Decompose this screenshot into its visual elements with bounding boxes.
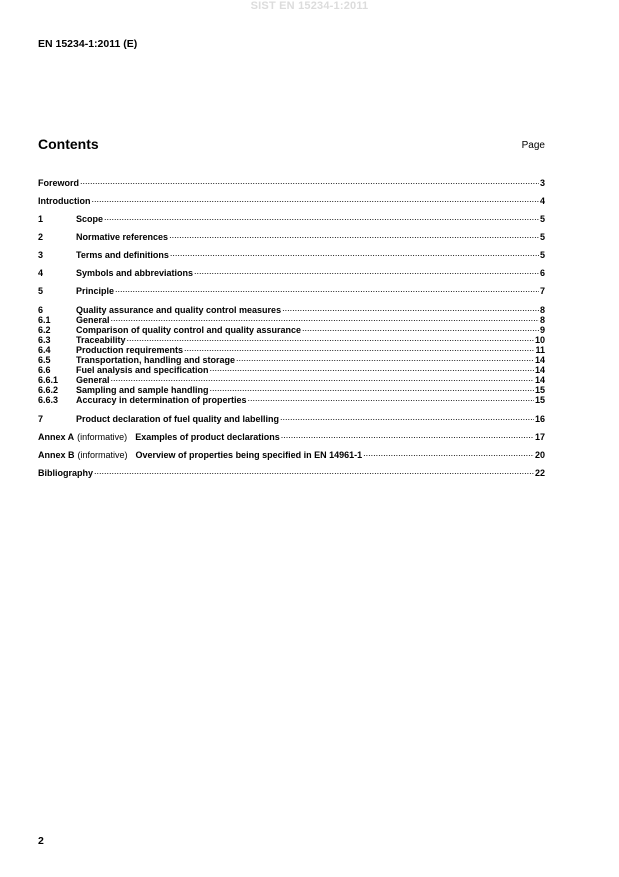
dot-leader [169, 230, 539, 240]
toc-entry-title: Bibliography [38, 468, 94, 478]
toc-entry-number: 6.6.1 [38, 375, 59, 385]
toc-entry-number: 6.3 [38, 335, 51, 345]
dot-leader [115, 284, 539, 294]
toc-entry-page: 8 [539, 315, 545, 325]
toc-entry-number: 6.6.2 [38, 385, 59, 395]
toc-entry-title: Traceability [76, 335, 126, 345]
toc-entry-number: 2 [38, 232, 44, 242]
toc-entry-2[interactable] [38, 230, 545, 242]
toc-entry-number: 4 [38, 268, 44, 278]
dot-leader [363, 448, 534, 458]
toc-entry-title: Principle [76, 286, 115, 296]
dot-leader [210, 363, 534, 373]
dot-leader [302, 323, 539, 333]
toc-entry-annex-a[interactable] [38, 430, 545, 442]
dot-leader [248, 393, 534, 403]
watermark: SIST EN 15234-1:2011 [250, 0, 369, 12]
toc-entry-number: 3 [38, 250, 44, 260]
toc-entry-title: Overview of properties being specified in EN 14961-1 [135, 450, 363, 460]
toc-entry-title: Normative references [76, 232, 169, 242]
document-header: EN 15234-1:2011 (E) [38, 38, 138, 50]
toc-entry-title: Comparison of quality control and quality assurance [76, 325, 302, 335]
toc-entry-3[interactable] [38, 248, 545, 260]
annex-type: (informative) [77, 432, 128, 442]
toc-entry-number: 7 [38, 414, 44, 424]
toc-entry-introduction[interactable] [38, 194, 545, 206]
page-column-label: Page [521, 140, 545, 151]
dot-leader [111, 373, 534, 383]
toc-entry-title: Accuracy in determination of properties [76, 395, 247, 405]
annex-label: Annex A [38, 432, 75, 442]
toc-entry-page: 6 [539, 268, 545, 278]
toc-entry-title: Transportation, handling and storage [76, 355, 236, 365]
toc-entry-bibliography[interactable] [38, 466, 545, 478]
toc-entry-title: Foreword [38, 178, 80, 188]
toc-entry-number: 6.6.3 [38, 395, 59, 405]
toc-entry-page: 8 [539, 305, 545, 315]
toc-entry-title: General [76, 315, 110, 325]
toc-entry-page: 14 [534, 355, 545, 365]
annex-label: Annex B [38, 450, 75, 460]
toc-entry-title: Terms and definitions [76, 250, 169, 260]
annex-type: (informative) [77, 450, 128, 460]
toc-entry-6-6-3[interactable] [38, 393, 545, 405]
toc-entry-page: 20 [534, 450, 545, 460]
toc-entry-7[interactable] [38, 412, 545, 424]
dot-leader [94, 466, 534, 476]
dot-leader [236, 353, 534, 363]
dot-leader [170, 248, 539, 258]
toc-entry-page: 10 [534, 335, 545, 345]
toc-entry-page: 7 [539, 286, 545, 296]
toc-entry-number: 6.5 [38, 355, 51, 365]
toc-entry-title: Product declaration of fuel quality and labelling [76, 414, 280, 424]
toc-entry-page: 15 [534, 395, 545, 405]
toc-entry-number: 6.1 [38, 315, 51, 325]
dot-leader [281, 430, 534, 440]
dot-leader [104, 212, 539, 222]
toc-entry-title: Scope [76, 214, 104, 224]
toc-entry-number: 6.4 [38, 345, 51, 355]
dot-leader [282, 303, 539, 313]
toc-entry-number: 5 [38, 286, 44, 296]
toc-entry-4[interactable] [38, 266, 545, 278]
toc-entry-number: 6.2 [38, 325, 51, 335]
toc-entry-page: 5 [539, 250, 545, 260]
toc-entry-title: Quality assurance and quality control measures [76, 305, 282, 315]
dot-leader [92, 194, 539, 204]
toc-entry-title: Sampling and sample handling [76, 385, 209, 395]
toc-entry-page: 14 [534, 365, 545, 375]
toc-entry-page: 3 [539, 178, 545, 188]
toc-entry-page: 11 [535, 345, 545, 355]
toc-entry-title: General [76, 375, 110, 385]
dot-leader [194, 266, 539, 276]
dot-leader [127, 333, 534, 343]
contents-title: Contents [38, 136, 99, 152]
toc-entry-page: 9 [539, 325, 545, 335]
toc-entry-1[interactable] [38, 212, 545, 224]
toc-entry-page: 15 [534, 385, 545, 395]
dot-leader [80, 176, 539, 186]
toc-entry-title: Production requirements [76, 345, 184, 355]
toc-entry-number: 1 [38, 214, 44, 224]
toc-entry-page: 14 [534, 375, 545, 385]
toc-entry-page: 17 [534, 432, 545, 442]
toc-entry-title: Examples of product declarations [135, 432, 280, 442]
toc-entry-page: 22 [534, 468, 545, 478]
toc-entry-foreword[interactable] [38, 176, 545, 188]
toc-entry-number: 6.6 [38, 365, 51, 375]
toc-entry-page: 5 [539, 214, 545, 224]
dot-leader [184, 343, 534, 353]
toc-entry-page: 16 [534, 414, 545, 424]
dot-leader [111, 313, 539, 323]
toc-entry-annex-b[interactable] [38, 448, 545, 460]
toc-entry-title: Symbols and abbreviations [76, 268, 194, 278]
page-number: 2 [38, 835, 44, 847]
toc-entry-title: Introduction [38, 196, 91, 206]
toc-entry-page: 5 [539, 232, 545, 242]
toc-entry-page: 4 [539, 196, 545, 206]
toc-entry-title: Fuel analysis and specification [76, 365, 209, 375]
dot-leader [280, 412, 534, 422]
dot-leader [210, 383, 534, 393]
toc-entry-number: 6 [38, 305, 44, 315]
toc-entry-5[interactable] [38, 284, 545, 296]
